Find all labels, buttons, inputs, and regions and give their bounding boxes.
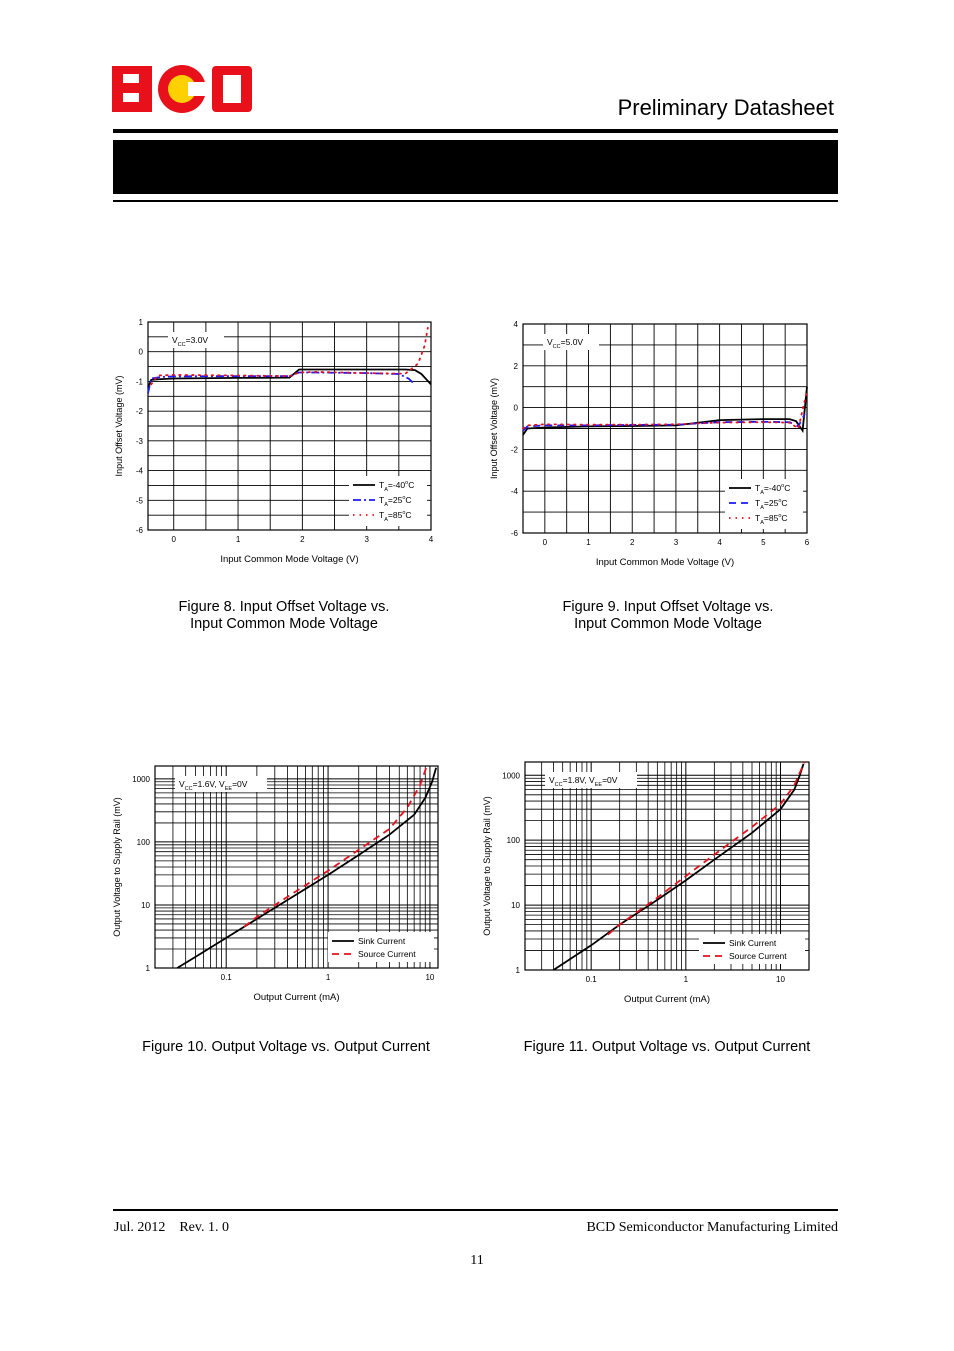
- x-axis-label: Output Current (mA): [253, 992, 340, 1003]
- plot-area: [482, 762, 809, 1005]
- legend: [699, 934, 805, 964]
- rich-label: $T_A=85^oC$: [755, 513, 788, 526]
- y-tick-label: -6: [510, 529, 518, 538]
- x-axis-label: Output Current (mA): [623, 994, 711, 1005]
- legend-label: Sink Current: [729, 938, 777, 948]
- y-tick-label: 1000: [132, 774, 150, 784]
- y-tick-label: 2: [513, 361, 518, 371]
- x-tick-label: 2: [300, 535, 305, 544]
- legend-label: Source Current: [358, 949, 416, 959]
- y-tick-label: 100: [506, 836, 520, 846]
- y-tick-label: -3: [135, 436, 143, 446]
- x-tick-label: 0.1: [585, 975, 597, 984]
- series-line: [608, 762, 805, 935]
- series-line: [148, 370, 431, 388]
- plot-area: [112, 766, 438, 1003]
- x-tick-label: 10: [776, 975, 785, 984]
- figure-10-chart: [105, 750, 525, 1010]
- y-axis-label: Output Voltage to Supply Rail (mV): [112, 797, 122, 937]
- rich-label: $V_{CC}=5.0V$: [547, 337, 584, 350]
- x-axis-label: Input Common Mode Voltage (V): [220, 554, 359, 565]
- y-tick-label: 1: [515, 966, 520, 975]
- plot-area: [114, 318, 434, 565]
- y-tick-label: -4: [510, 487, 518, 497]
- rich-label: $T_A=-40^oC$: [379, 480, 415, 493]
- rich-label: $T_A=25^oC$: [379, 495, 412, 508]
- y-tick-label: -4: [135, 466, 143, 476]
- page-number: 11: [470, 1253, 484, 1268]
- x-tick-label: 10: [425, 973, 435, 982]
- plot-area: [489, 320, 810, 568]
- y-tick-label: 10: [141, 900, 150, 910]
- y-axis-label: Output Voltage to Supply Rail (mV): [482, 796, 492, 936]
- header-title: Preliminary Datasheet: [617, 95, 834, 120]
- x-tick-label: 0: [171, 535, 176, 544]
- figure-11-chart: [475, 750, 895, 1010]
- y-tick-label: 1: [138, 318, 143, 327]
- figure-8-chart: [110, 310, 530, 570]
- figure-9-caption: [548, 599, 788, 633]
- caption-line: Input Common Mode Voltage: [190, 616, 378, 632]
- y-tick-label: -2: [510, 445, 518, 455]
- x-tick-label: 0: [542, 538, 548, 547]
- series-line: [148, 373, 415, 394]
- caption-line: Figure 8. Input Offset Voltage vs.: [178, 599, 390, 615]
- x-tick-label: 1: [683, 975, 689, 984]
- caption-line: Figure 11. Output Voltage vs. Output Current: [523, 1039, 811, 1055]
- y-tick-label: 0: [138, 347, 143, 357]
- y-tick-label: 1: [145, 964, 150, 973]
- x-tick-label: 3: [673, 538, 679, 547]
- figure-10-caption: [126, 1039, 446, 1056]
- series-line: [523, 387, 807, 435]
- figure-8-caption: [164, 599, 404, 633]
- y-axis-label: Input Offset Voltage (mV): [114, 375, 124, 477]
- x-tick-label: 3: [364, 535, 369, 544]
- y-tick-label: -1: [135, 377, 143, 387]
- legend: [328, 932, 434, 962]
- x-tick-label: 1: [325, 973, 331, 982]
- footer-date-revision: Jul. 2012 Rev. 1. 0: [114, 1220, 229, 1235]
- bcd-logo: [112, 64, 254, 114]
- x-axis-label: Input Common Mode Voltage (V): [595, 557, 735, 568]
- figure-11-caption: [507, 1039, 827, 1056]
- rich-label: $T_A=-40^oC$: [755, 483, 791, 496]
- rich-label: $V_{CC}=1.6V$, $V_{EE}=0V$: [179, 779, 248, 792]
- y-axis-label: Input Offset Voltage (mV): [489, 378, 499, 479]
- figure-9-chart: [485, 310, 905, 570]
- rich-label: $V_{CC}=3.0V$: [172, 335, 209, 348]
- rich-label: $V_{CC}=1.8V$, $V_{EE}=0V$: [549, 775, 618, 788]
- rich-label: $T_A=85^oC$: [379, 510, 412, 523]
- y-tick-label: 100: [136, 837, 150, 847]
- x-tick-label: 1: [586, 538, 591, 547]
- footer-company: BCD Semiconductor Manufacturing Limited: [586, 1220, 838, 1235]
- header-rule: [113, 129, 838, 133]
- y-tick-label: 4: [513, 320, 518, 329]
- logo-b-shape: [112, 66, 152, 112]
- x-tick-label: 4: [428, 535, 434, 544]
- legend: [725, 479, 803, 529]
- series-line: [523, 391, 807, 429]
- legend-label: Source Current: [729, 951, 787, 961]
- x-tick-label: 0.1: [220, 973, 232, 982]
- rich-label: $T_A=25^oC$: [755, 498, 788, 511]
- caption-line: Input Common Mode Voltage: [574, 616, 762, 632]
- x-tick-label: 2: [630, 538, 635, 547]
- x-tick-label: 1: [235, 535, 241, 544]
- footer-rule: [113, 1209, 838, 1211]
- y-tick-label: -5: [135, 496, 143, 506]
- band-rule: [113, 200, 838, 202]
- y-tick-label: -2: [135, 407, 143, 417]
- y-tick-label: -6: [135, 526, 143, 535]
- caption-line: Figure 10. Output Voltage vs. Output Current: [142, 1039, 430, 1055]
- legend: [349, 476, 427, 526]
- legend-label: Sink Current: [358, 936, 406, 946]
- y-tick-label: 0: [513, 403, 518, 413]
- caption-line: Figure 9. Input Offset Voltage vs.: [562, 599, 774, 615]
- x-tick-label: 4: [717, 538, 722, 547]
- x-tick-label: 5: [761, 538, 766, 547]
- title-band: [113, 140, 838, 194]
- y-tick-label: 1000: [502, 771, 520, 781]
- y-tick-label: 10: [511, 901, 520, 911]
- x-tick-label: 6: [804, 538, 810, 547]
